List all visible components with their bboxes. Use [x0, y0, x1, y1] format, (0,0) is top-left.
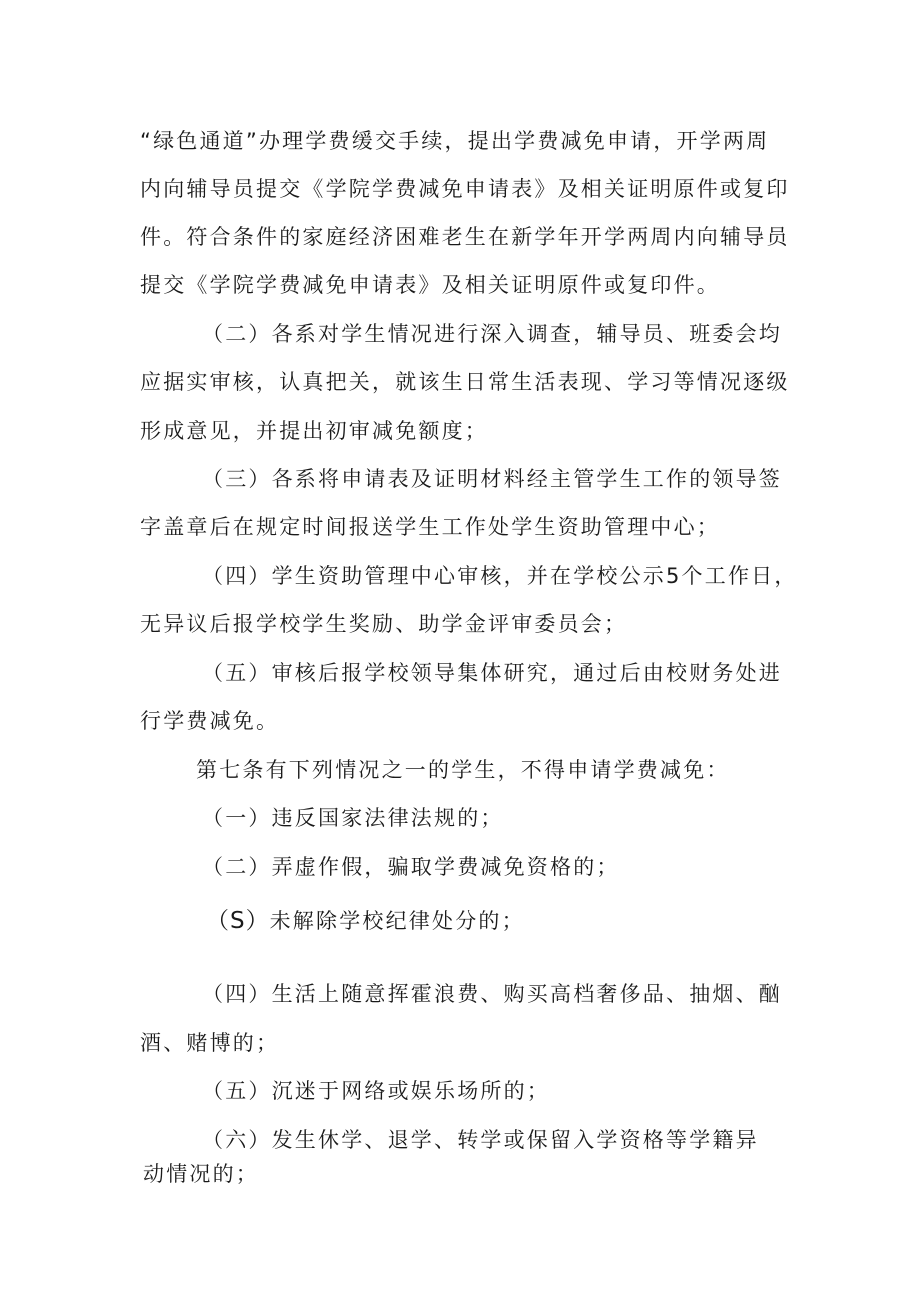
item-3-text: 未解除学校纪律处分的； — [269, 909, 525, 933]
item-1: （一）违反国家法律法规的； — [202, 806, 504, 830]
step-2-line-2: 应据实审核，认真把关，就该生日常生活表现、学习等情况逐级 — [140, 370, 790, 394]
continuation-line-4: 提交《学院学费减免申请表》及相关证明原件或复印件。 — [140, 273, 720, 297]
continuation-line-1: “绿色通道”办理学费缓交手续，提出学费减免申请，开学两周 — [140, 129, 770, 153]
item-3-marker: （S） — [206, 908, 270, 934]
step-2-line-1: （二）各系对学生情况进行深入调查，辅导员、班委会均 — [202, 322, 782, 346]
article-7-heading: 第七条有下列情况之一的学生，不得申请学费减免： — [196, 758, 730, 782]
step-5-line-1: （五）审核后报学校领导集体研究，通过后由校财务处进 — [202, 661, 782, 685]
item-6-line-2: 动情况的； — [143, 1162, 259, 1186]
continuation-line-3: 件。符合条件的家庭经济困难老生在新学年开学两周内向辅导员 — [140, 225, 790, 249]
item-6-line-1: （六）发生休学、退学、转学或保留入学资格等学籍异 — [202, 1128, 759, 1152]
item-4-line-2: 酒、赌博的； — [140, 1031, 280, 1055]
item-4-line-1: （四）生活上随意挥霍浪费、购买高档奢侈品、抽烟、酗 — [202, 982, 782, 1006]
step-2-line-3: 形成意见，并提出初审减免额度； — [140, 419, 488, 443]
item-3 — [206, 906, 525, 936]
step-5-line-2: 行学费减免。 — [140, 709, 280, 733]
step-3-line-1: （三）各系将申请表及证明材料经主管学生工作的领导签 — [202, 467, 782, 491]
step-3-line-2: 字盖章后在规定时间报送学生工作处学生资助管理中心； — [140, 515, 720, 539]
step-4-line-2: 无异议后报学校学生奖励、助学金评审委员会； — [140, 612, 628, 636]
continuation-line-2: 内向辅导员提交《学院学费减免申请表》及相关证明原件或复印 — [140, 177, 790, 201]
step-4-line-1: （四）学生资助管理中心审核，并在学校公示5个工作日， — [202, 564, 798, 588]
item-2: （二）弄虚作假，骗取学费减免资格的； — [202, 855, 620, 879]
item-5: （五）沉迷于网络或娱乐场所的； — [202, 1079, 550, 1103]
